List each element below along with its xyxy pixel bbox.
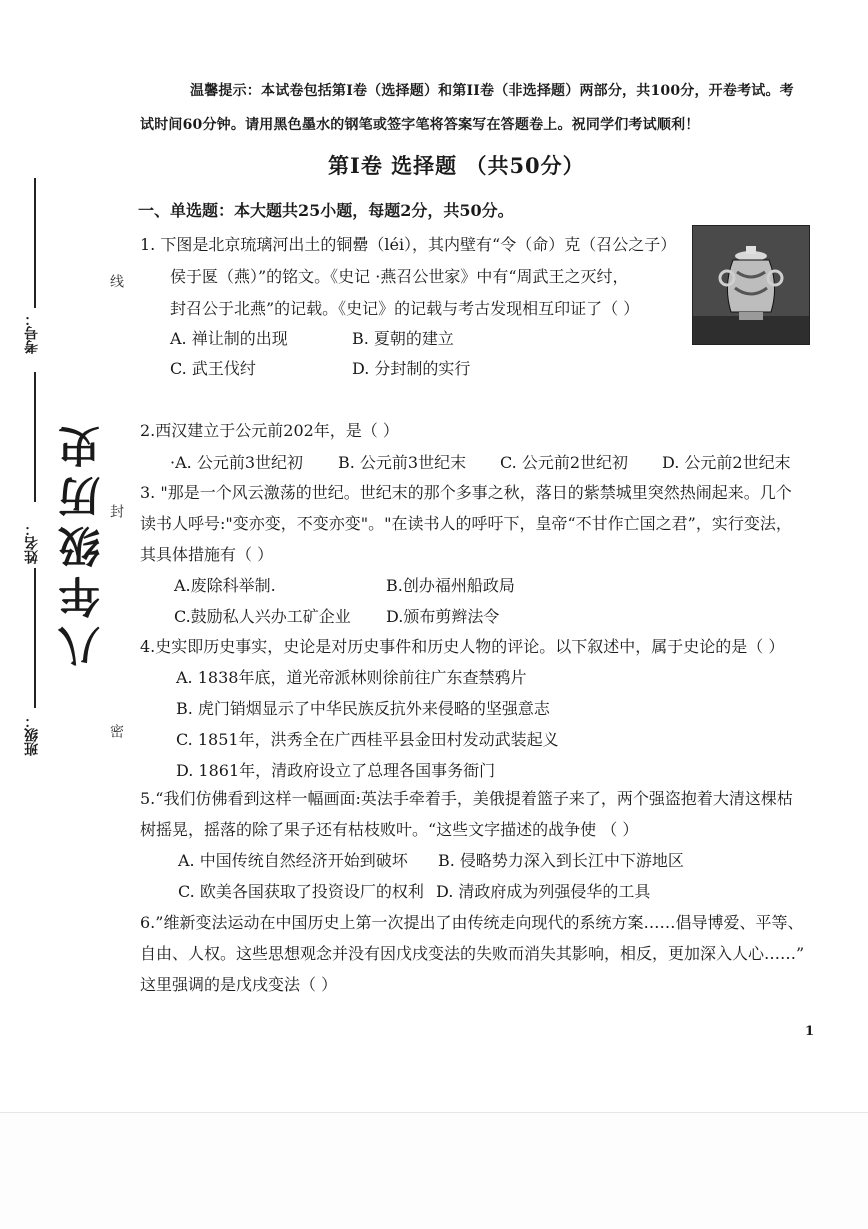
section-title: 第I卷 选择题 （共50分） xyxy=(328,153,585,178)
question-3-option-d: D.颁布剪辫法令 xyxy=(386,607,500,626)
bronze-vessel-image xyxy=(693,226,809,344)
question-1-option-b: B. 夏朝的建立 xyxy=(352,329,454,348)
question-1-line-1: 1. 下图是北京琉璃河出土的铜罍（léi），其内壁有“令（命）克（召公之子） xyxy=(140,235,677,254)
exam-number-label: 考号： xyxy=(24,312,40,354)
question-3-line-1: 3. "那是一个风云激荡的世纪。世纪末的那个多事之秋，落日的紫禁城里突然热闹起来。几个 xyxy=(140,483,792,502)
question-1-option-a: A. 禅让制的出现 xyxy=(170,329,288,348)
question-3-option-a: A.废除科举制. xyxy=(174,576,276,595)
question-3-line-2: 读书人呼号:"变亦变，不变亦变"。"在读书人的呼吁下，皇帝“不甘作亡国之君”，实行变法， xyxy=(140,514,792,533)
question-2-option-d: D. 公元前2世纪末 xyxy=(662,453,791,472)
class-line xyxy=(34,568,36,708)
name-line xyxy=(34,372,36,502)
question-3-line-3: 其具体措施有（ ） xyxy=(140,545,274,564)
seal-secret-mark: 密 xyxy=(108,724,124,738)
question-5-option-a: A. 中国传统自然经济开始到破坏 xyxy=(178,851,408,870)
question-4-option-a: A. 1838年底，道光帝派林则徐前往广东查禁鸦片 xyxy=(176,668,527,687)
question-5-option-d: D. 清政府成为列强侵华的工具 xyxy=(436,882,651,901)
question-2-option-c: C. 公元前2世纪初 xyxy=(500,453,629,472)
grade-subject-title: 八年级历史 xyxy=(57,418,106,668)
question-3-option-b: B.创办福州船政局 xyxy=(386,576,515,595)
question-5-line-2: 树摇晃，摇落的除了果子还有枯枝败叶。“这些文字描述的战争使 （ ） xyxy=(140,820,639,839)
exam-number-line xyxy=(34,178,36,308)
question-1-line-3: 封召公于北燕”的记载。《史记》的记载与考古发现相互印证了（ ） xyxy=(170,299,640,318)
question-5-option-c: C. 欧美各国获取了投资设厂的权利 xyxy=(178,882,424,901)
notice-line-1: 温馨提示：本试卷包括第I卷（选择题）和第II卷（非选择题）两部分，共100分，开卷考试。考 xyxy=(190,83,794,99)
question-1-line-2: 侯于匽（燕）”的铭文。《史记 ·燕召公世家》中有“周武王之灭纣， xyxy=(170,267,629,286)
class-label: 班级： xyxy=(24,714,40,756)
question-4-option-c: C. 1851年，洪秀全在广西桂平县金田村发动武装起义 xyxy=(176,730,559,749)
bronze-lei-photo xyxy=(692,225,810,345)
part-heading: 一、单选题：本大题共25小题，每题2分，共50分。 xyxy=(138,201,514,220)
seal-line-mark: 线 xyxy=(108,274,124,288)
question-2-option-a: ·A. 公元前3世纪初 xyxy=(170,453,303,472)
question-1-option-d: D. 分封制的实行 xyxy=(352,359,471,378)
question-4-option-b: B. 虎门销烟显示了中华民族反抗外来侵略的坚强意志 xyxy=(176,699,550,718)
name-label: 姓名： xyxy=(24,522,40,564)
question-4-option-d: D. 1861年，清政府设立了总理各国事务衙门 xyxy=(176,761,496,780)
question-3-option-c: C.鼓励私人兴办工矿企业 xyxy=(174,607,351,626)
question-6-line-3: 这里强调的是戊戌变法（ ） xyxy=(140,975,338,994)
question-6-line-2: 自由、人权。这些思想观念并没有因戊戌变法的失败而消失其影响，相反，更加深入人心……” xyxy=(140,944,805,963)
question-2-option-b: B. 公元前3世纪末 xyxy=(338,453,467,472)
question-4-line-1: 4.史实即历史事实，史论是对历史事件和历史人物的评论。以下叙述中，属于史论的是（ ） xyxy=(140,637,785,656)
seal-seal-mark: 封 xyxy=(108,504,124,518)
page-number: 1 xyxy=(805,1024,815,1039)
notice-line-2: 试时间60分钟。请用黑色墨水的钢笔或签字笔将答案写在答题卷上。祝同学们考试顺利！ xyxy=(140,117,700,133)
question-2-line-1: 2.西汉建立于公元前202年，是（ ） xyxy=(140,421,399,440)
question-5-line-1: 5.“我们仿佛看到这样一幅画面:英法手牵着手，美俄提着篮子来了，两个强盗抱着大清这棵枯 xyxy=(140,789,793,808)
question-1-option-c: C. 武王伐纣 xyxy=(170,359,256,378)
question-6-line-1: 6.”维新变法运动在中国历史上第一次提出了由传统走向现代的系统方案……倡导博爱、平等、 xyxy=(140,913,804,932)
question-5-option-b: B. 侵略势力深入到长江中下游地区 xyxy=(438,851,684,870)
scan-bottom-margin xyxy=(0,1112,868,1229)
